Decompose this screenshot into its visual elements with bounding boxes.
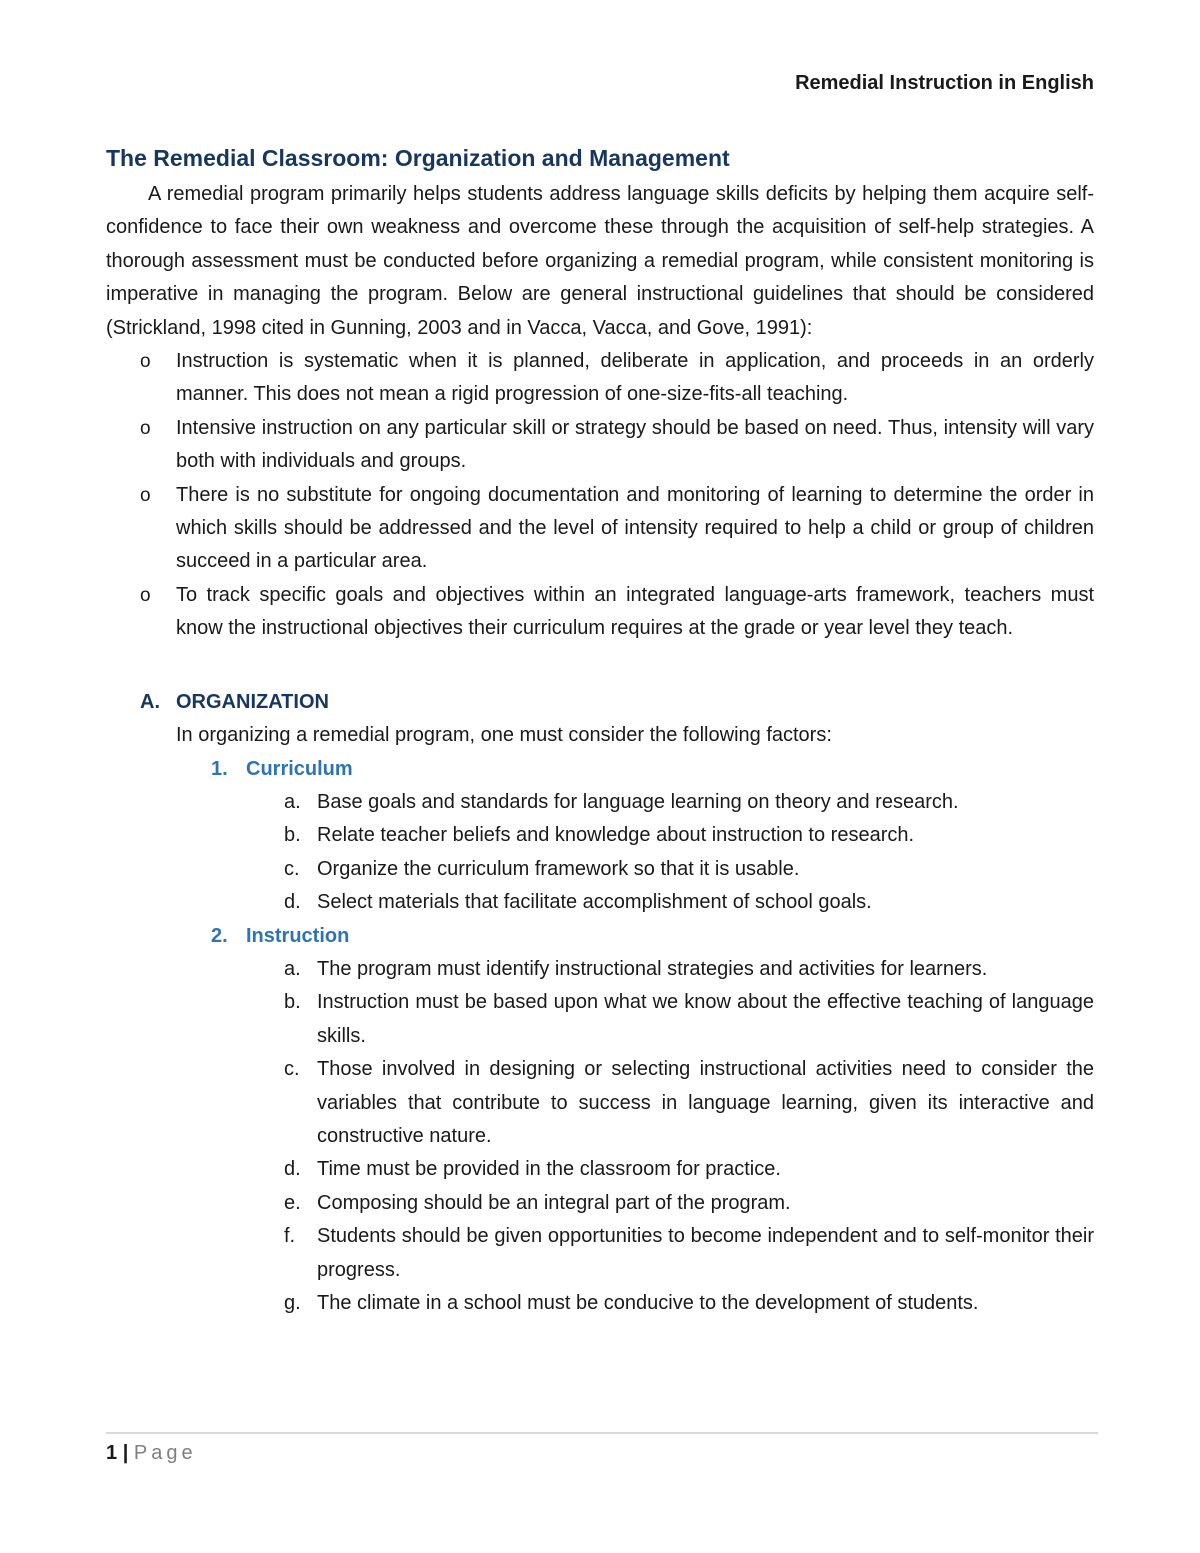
section-label: A. [140,690,160,713]
item-letter: b. [284,824,301,847]
bullet-marker: o [140,351,151,373]
list-item [106,886,1094,919]
item-letter: a. [284,957,301,980]
curriculum-items [106,786,1094,920]
list-item [106,1287,1094,1320]
page-label: Page [133,1442,197,1464]
guidelines-list [106,345,1094,646]
item-text: Students should be given opportunities to become independent and to self-monitor their progress. [317,1225,1094,1281]
running-header: Remedial Instruction in English [795,72,1094,94]
factor-title: Instruction [246,924,350,947]
list-item [106,1187,1094,1220]
section-intro: In organizing a remedial program, one must consider the following factors: [176,724,832,747]
list-item [106,953,1094,986]
item-letter: f. [284,1225,296,1248]
item-letter: c. [284,1058,300,1081]
list-item [106,412,1094,479]
factor-number: 1. [211,757,228,780]
item-text: Instruction must be based upon what we know about the effective teaching of language skills. [317,991,1094,1047]
factor-heading-instruction [106,920,1094,953]
list-item [106,1153,1094,1186]
item-letter: d. [284,1158,301,1181]
guideline-text: Instruction is systematic when it is planned, deliberate in application, and proceeds in an orderly manner. This does not mean a rigid progression of one-size-fits-all teaching. [176,350,1094,406]
item-text: The climate in a school must be conducive to the development of students. [317,1292,979,1314]
item-letter: g. [284,1292,301,1314]
guideline-text: There is no substitute for ongoing documentation and monitoring of learning to determine the order in which skills should be addressed and the level of intensity required to help a child or group of children succeed in a particular area. [176,483,1094,573]
intro-paragraph: A remedial program primarily helps students address language skills deficits by helping them acquire self-confidence to face their own weakness and overcome these through the acquisition of self-help strategies. A thorough assessment must be conducted before organizing a remedial program, while consistent monitoring is imperative in managing the program. Below are general instructional guidelines that should be considered (Strickland, 1998 cited in Gunning, 2003 and in Vacca, Vacca, and Gove, 1991): [106,183,1094,339]
section-heading-organization [106,686,1094,719]
bullet-marker: o [140,484,151,506]
factor-number: 2. [211,924,228,947]
item-letter: e. [284,1191,301,1214]
item-text: Those involved in designing or selecting instructional activities need to consider the variables that contribute to success in language learning, given its interactive and constructive nature. [317,1058,1094,1147]
list-item [106,579,1094,646]
item-text: Base goals and standards for language learning on theory and research. [317,790,959,813]
footer-separator: | [122,1442,129,1464]
item-text: Organize the curriculum framework so that it is usable. [317,857,800,880]
page-footer [106,1439,197,1467]
factor-title: Curriculum [246,757,353,780]
list-item [106,786,1094,819]
guideline-text: To track specific goals and objectives within an integrated language-arts framework, teachers must know the instructional objectives their curriculum requires at the grade or year level they teach. [176,583,1094,640]
list-item [106,1053,1094,1153]
page-title: The Remedial Classroom: Organization and Management [106,145,730,171]
list-item [106,1220,1094,1287]
page-content [106,142,1094,1320]
list-item [106,986,1094,1053]
footer-divider [106,1432,1098,1434]
page-number: 1 [106,1442,118,1464]
item-text: Select materials that facilitate accomplishment of school goals. [317,891,872,914]
list-item [106,819,1094,852]
bullet-marker: o [140,584,151,606]
item-letter: d. [284,891,301,914]
section-title: ORGANIZATION [176,690,329,713]
bullet-marker: o [140,417,151,439]
item-text: Time must be provided in the classroom for practice. [317,1158,781,1181]
item-text: Composing should be an integral part of the program. [317,1191,791,1214]
instruction-items [106,953,1094,1320]
factor-heading-curriculum [106,753,1094,786]
item-letter: b. [284,991,301,1014]
item-letter: c. [284,857,300,880]
guideline-text: Intensive instruction on any particular skill or strategy should be based on need. Thus, intensity will vary both with individuals and groups. [176,416,1094,473]
list-item [106,853,1094,886]
item-text: Relate teacher beliefs and knowledge about instruction to research. [317,824,915,847]
list-item [106,479,1094,579]
list-item [106,345,1094,412]
item-text: The program must identify instructional strategies and activities for learners. [317,957,988,980]
item-letter: a. [284,790,301,813]
